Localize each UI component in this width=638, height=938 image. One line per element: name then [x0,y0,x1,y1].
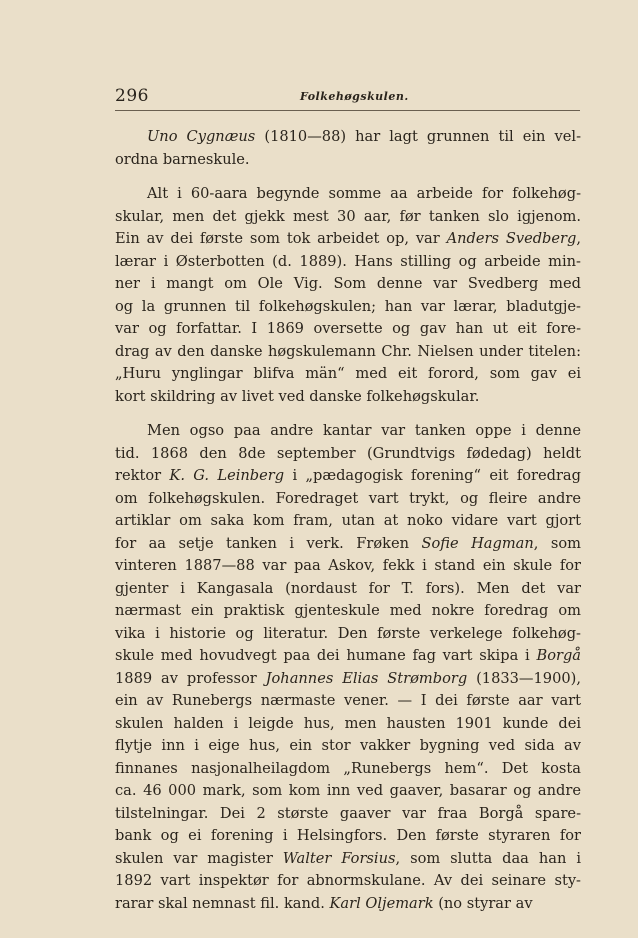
page-header [115,86,580,111]
text-line [115,296,581,319]
text-segment: for aa setje tanken i verk. Frøken [115,534,422,552]
paragraph [115,183,581,408]
text-line [115,443,581,466]
text-segment: gjenter i Kangasala (nordaust for T. fors). Men det var [115,579,581,597]
text-segment: skule med hovudvegt paa dei humane fag vart skipa i [115,647,537,664]
text-line [115,510,581,533]
text-line [115,228,581,251]
text-line [115,273,581,296]
text-segment: Men ogso paa andre kantar var tanken oppe i denne [147,422,581,439]
text-line [115,465,581,488]
text-line [115,848,581,871]
italic-name: Borgå [536,647,581,664]
text-line [115,533,581,556]
text-line [115,645,581,668]
text-segment: var og forfattar. I 1869 oversette og gav han ut eit fore- [115,320,581,337]
italic-name: Uno Cygnæus [147,128,256,145]
text-segment: lærar i Østerbotten (d. 1889). Hans stilling og arbeide min- [115,252,581,270]
text-line [115,251,581,274]
text-segment: , som [533,534,581,552]
text-segment: ca. 46 000 mark, som kom inn ved gaaver, basarar og andre [115,782,581,799]
text-line [115,420,581,443]
italic-name: Anders Svedberg [446,230,577,247]
text-line [115,149,581,172]
text-segment: (no styrar av [433,894,533,912]
text-segment: , [576,230,581,247]
text-segment: bank og ei forening i Helsingfors. Den første styraren for [115,827,581,844]
italic-name: Karl Oljemark [329,894,434,912]
text-line [115,363,581,386]
text-segment: skular, men det gjekk mest 30 aar, før tanken slo igjenom. [115,207,581,225]
text-line [115,206,581,229]
text-segment: vika i historie og literatur. Den første verkelege folkehøg- [115,624,581,642]
italic-name: Walter Forsius [282,849,396,867]
paragraph [115,420,581,915]
text-segment: rektor [115,467,170,484]
text-segment: (1810—88) har lagt grunnen til ein vel- [255,128,581,145]
text-line [115,825,581,848]
text-segment: vinteren 1887—88 var paa Askov, fekk i stand ein skule for [115,557,581,574]
text-segment: om folkehøgskulen. Foredraget vart trykt, og fleire andre [115,489,581,507]
text-line [115,758,581,781]
italic-name: Sofie Hagman [421,534,534,552]
text-segment: nærmast ein praktisk gjenteskule med nokre foredrag om [115,602,581,619]
text-segment: og la grunnen til folkehøgskulen; han var lærar, bladutgje- [115,297,581,315]
text-segment: skulen halden i leigde hus, men hausten 1901 kunde dei [115,714,581,732]
text-line [115,870,581,893]
text-segment: ein av Runebergs nærmaste vener. — I dei første aar vart [115,692,581,709]
italic-name: Johannes Elias Strømborg [265,669,468,687]
text-line [115,623,581,646]
text-line [115,341,581,364]
text-segment: drag av den danske høgskulemann Chr. Nielsen under titelen: [115,342,581,360]
text-line [115,780,581,803]
text-segment: tilstelningar. Dei 2 største gaaver var fraa Borgå spare- [115,804,581,822]
text-segment: 1892 vart inspektør for abnormskulane. Av dei seinare sty- [115,872,581,889]
text-segment: Alt i 60-aara begynde somme aa arbeide for folkehøg- [147,185,581,202]
text-segment: finnanes nasjonalheilagdom „Runebergs hem“. Det kosta [115,759,581,777]
text-line [115,713,581,736]
text-line [115,803,581,826]
text-line [115,386,581,409]
text-segment: ordna barneskule. [115,150,250,168]
body-text [115,126,581,927]
text-segment: „Huru ynglingar blifva män“ med eit forord, som gav ei [115,365,581,382]
text-line [115,318,581,341]
text-segment: ner i mangt om Ole Vig. Som denne var Svedberg med [115,275,581,292]
italic-name: K. G. Leinberg [169,467,285,484]
running-title: Folkehøgskulen. [300,90,409,103]
text-segment: rarar skal nemnast fil. kand. [115,894,330,912]
text-segment: kort skildring av livet ved danske folkehøgskular. [115,387,480,405]
text-line [115,893,581,916]
text-segment: tid. 1868 den 8de september (Grundtvigs fødedag) heldt [115,444,581,462]
paragraph [115,126,581,171]
text-segment: i „pædagogisk forening“ eit foredrag [284,467,581,484]
text-segment: 1889 av professor [115,669,266,687]
text-segment: (1833—1900), [467,669,581,687]
text-line [115,183,581,206]
text-segment: , som slutta daa han i [395,849,581,867]
text-line [115,735,581,758]
text-segment: flytje inn i eige hus, ein stor vakker bygning ved sida av [115,737,581,754]
text-segment: Ein av dei første som tok arbeidet op, var [115,230,447,247]
text-segment: skulen var magister [115,849,283,867]
text-line [115,600,581,623]
text-segment: artiklar om saka kom fram, utan at noko vidare vart gjort [115,512,581,529]
text-line [115,488,581,511]
text-line [115,126,581,149]
text-line [115,555,581,578]
text-line [115,690,581,713]
page-number: 296 [115,86,149,106]
text-line [115,578,581,601]
text-line [115,668,581,691]
